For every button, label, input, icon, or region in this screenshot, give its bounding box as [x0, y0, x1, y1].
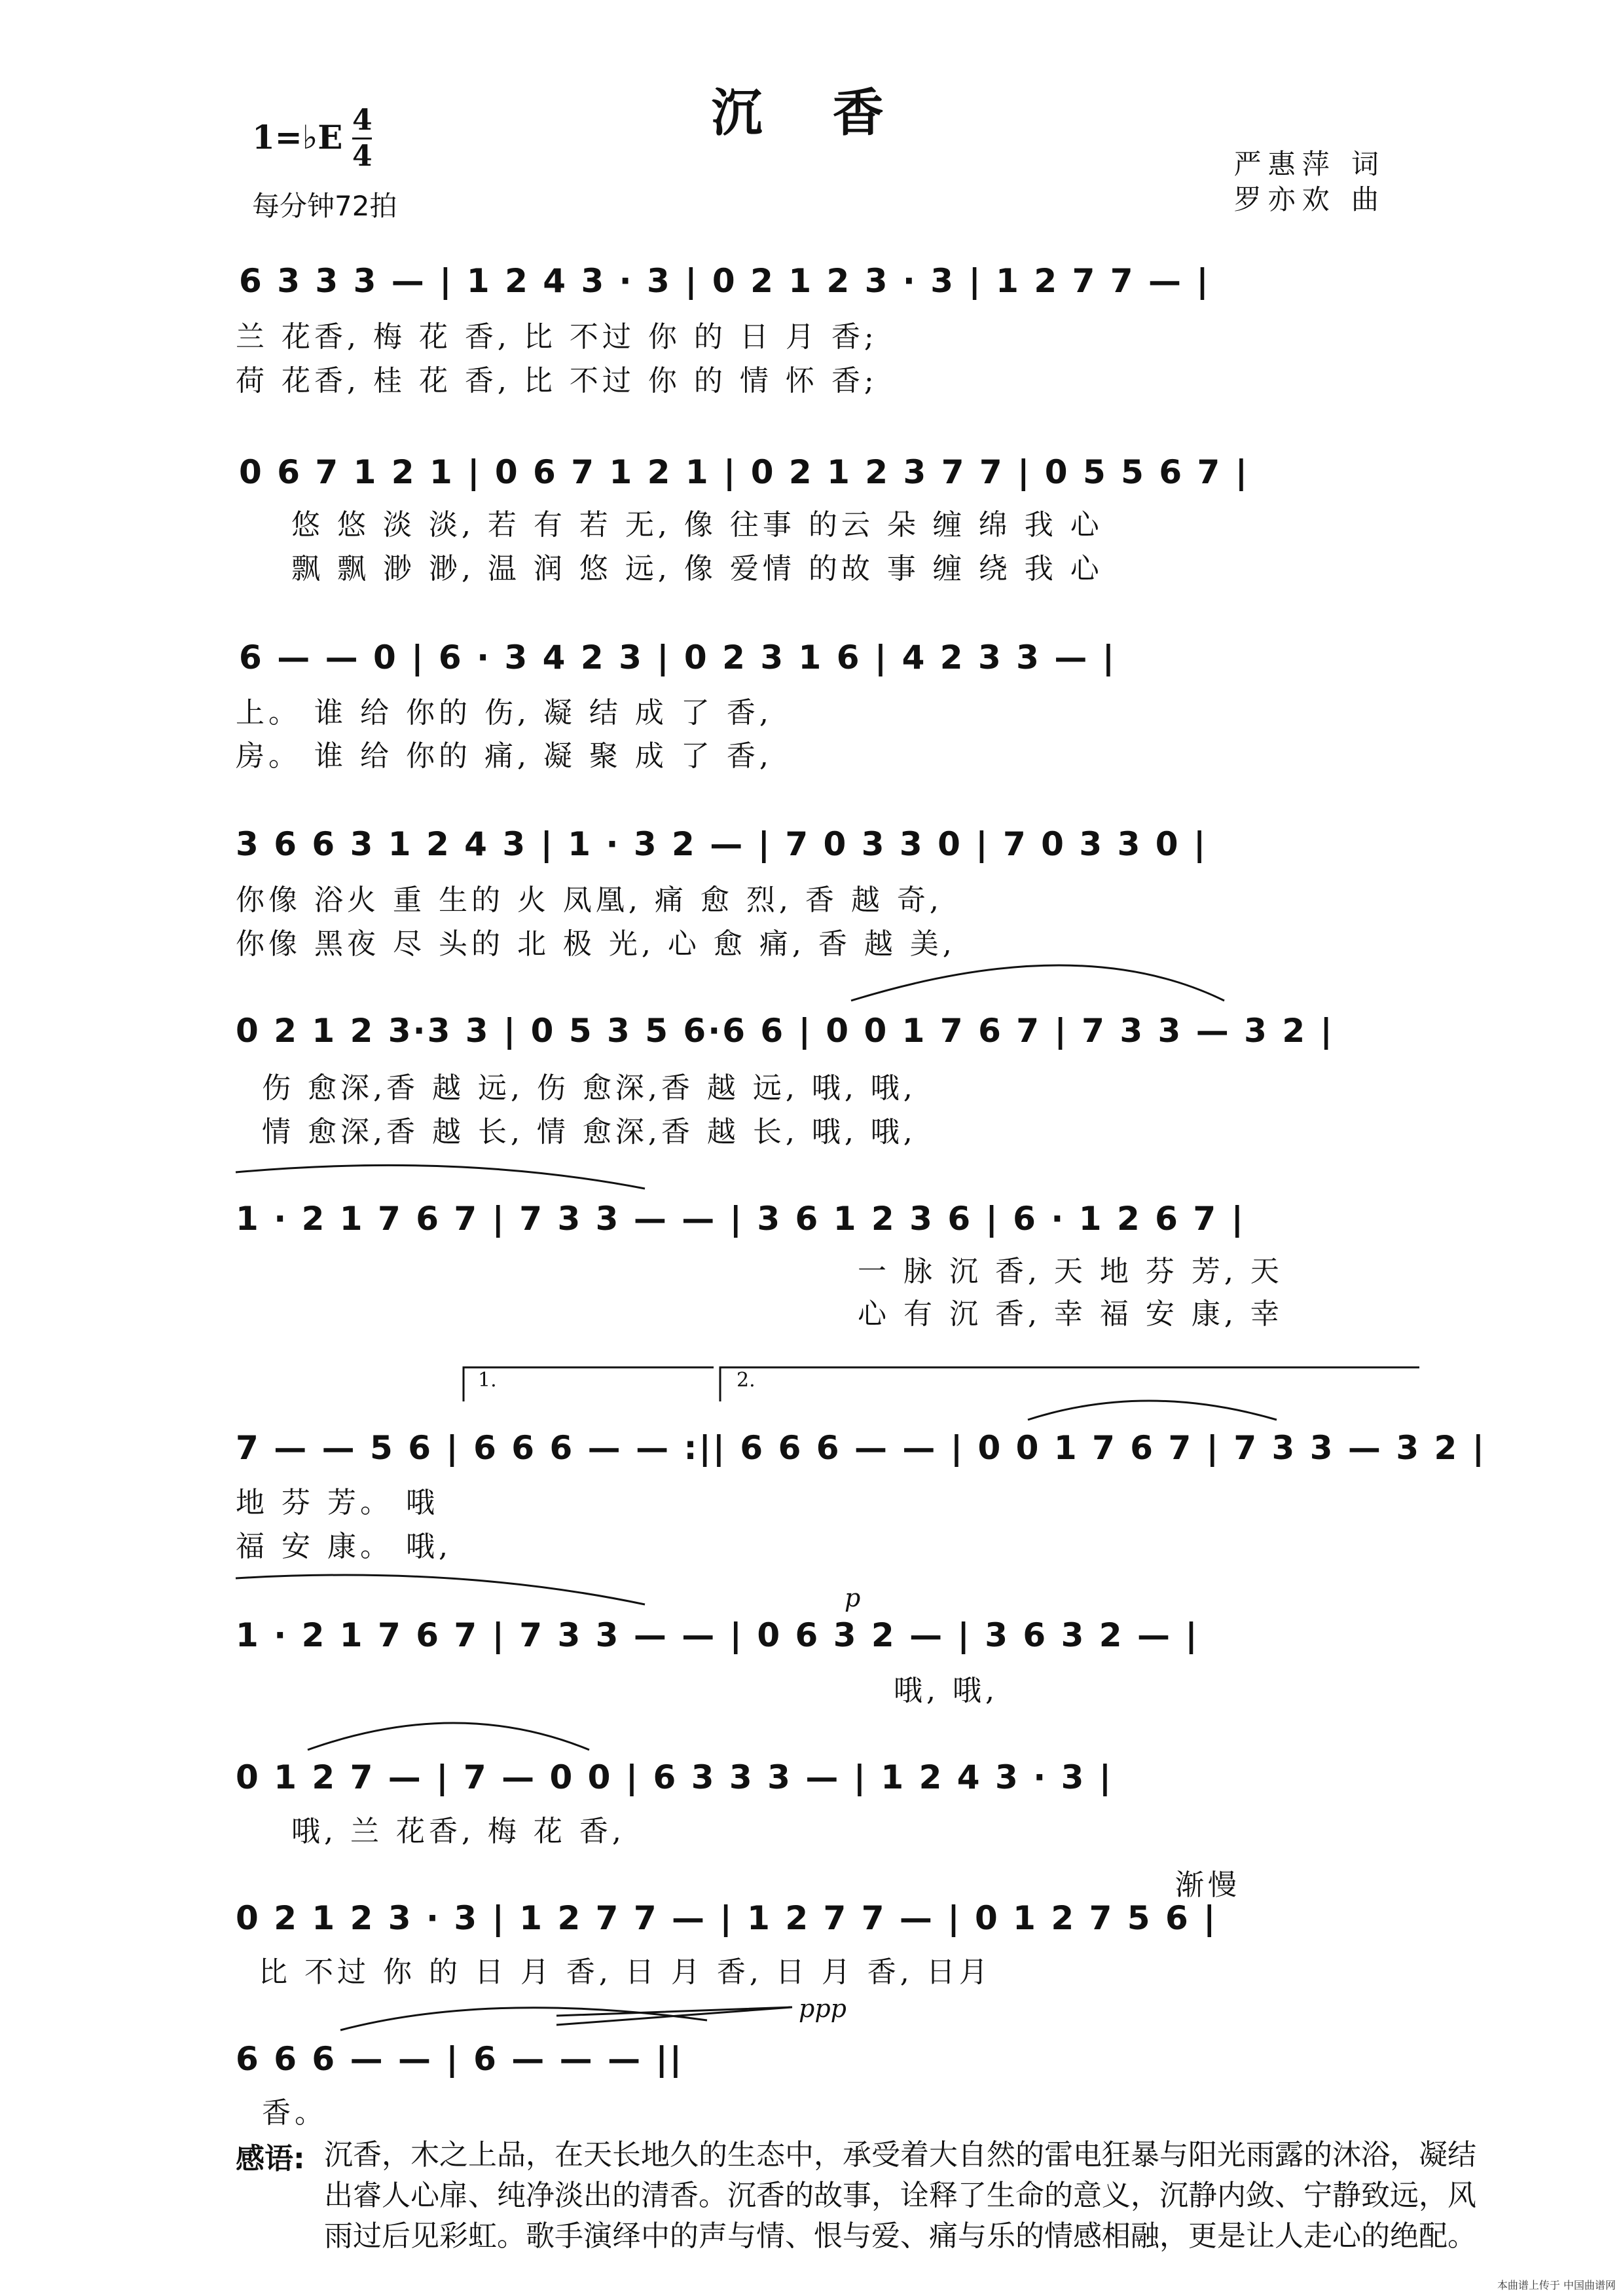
- lyric-row-4-verse-2: 你像 黑夜 尽 头的 北 极 光, 心 愈 痛, 香 越 美,: [236, 927, 956, 961]
- lyricist-credit: 严惠萍 词: [1233, 148, 1385, 180]
- time-signature: [352, 103, 373, 174]
- lyric-row-2-verse-1: 悠 悠 淡 淡, 若 有 若 无, 像 往事 的云 朵 缠 绵 我 心: [291, 508, 1103, 542]
- lyric-row-6-verse-1: 一 脉 沉 香, 天 地 芬 芳, 天: [858, 1255, 1283, 1288]
- tempo-marking: 每分钟72拍: [252, 190, 397, 222]
- volta-2-label: 2.: [737, 1369, 756, 1392]
- notation-row-1: 6 3 3 3 — | 1 2 4 3 · 3 | 0 2 1 2 3 · 3 | 1 2 7 7 — |: [239, 262, 1211, 300]
- notation-row-4: 3 6 6 3 1 2 4 3 | 1 · 3 2 — | 7 0 3 3 0 | 7 0 3 3 0 |: [236, 825, 1208, 863]
- volta-2-bracket: [720, 1367, 1419, 1401]
- lyric-row-1-verse-2: 荷 花香, 桂 花 香, 比 不过 你 的 情 怀 香;: [236, 364, 878, 398]
- lyric-row-9-verse-1: 哦, 兰 花香, 梅 花 香,: [291, 1815, 625, 1848]
- lyric-row-6-verse-2: 心 有 沉 香, 幸 福 安 康, 幸: [858, 1297, 1283, 1331]
- key-signature: 1=♭E: [252, 118, 343, 157]
- volta-1-label: 1.: [478, 1369, 497, 1392]
- notation-row-6: 1 · 2 1 7 6 7 | 7 3 3 — — | 3 6 1 2 3 6 | 6 · 1 2 6 7 |: [236, 1200, 1245, 1238]
- lyric-row-11-verse-1: 香。: [262, 2096, 327, 2130]
- composer-credit: 罗亦欢 曲: [1233, 183, 1385, 215]
- notation-row-10: 0 2 1 2 3 · 3 | 1 2 7 7 — | 1 2 7 7 — | 0 1 2 7 5 6 |: [236, 1899, 1218, 1937]
- notation-row-11: 6 6 6 — — | 6 — — — ||: [236, 2040, 684, 2078]
- notation-row-3: 6 — — 0 | 6 · 3 4 2 3 | 0 2 3 1 6 | 4 2 3 3 — |: [239, 639, 1117, 676]
- footer-credit: 本曲谱上传于 中国曲谱网: [1497, 2279, 1616, 2291]
- slur-row-5: [851, 965, 1224, 1001]
- notation-row-7: 7 — — 5 6 | 6 6 6 — — :|| 6 6 6 — — | 0 0 1 7 6 7 | 7 3 3 — 3 2 |: [236, 1429, 1486, 1467]
- dynamic-piano: p: [845, 1583, 861, 1612]
- lyric-row-7-verse-1: 地 芬 芳。 哦: [236, 1486, 439, 1519]
- lyric-row-5-verse-1: 伤 愈深,香 越 远, 伤 愈深,香 越 远, 哦, 哦,: [262, 1071, 917, 1105]
- lyric-row-7-verse-2: 福 安 康。 哦,: [236, 1530, 452, 1563]
- time-signature-bottom: 4: [352, 139, 373, 173]
- notation-row-8: 1 · 2 1 7 6 7 | 7 3 3 — — | 0 6 3 2 — | 3 6 3 2 — |: [236, 1616, 1199, 1654]
- lyric-row-2-verse-2: 飘 飘 渺 渺, 温 润 悠 远, 像 爱情 的故 事 缠 绕 我 心: [291, 552, 1103, 585]
- slur-row-11: [340, 2008, 707, 2030]
- ritardando-marking: 渐慢: [1175, 1868, 1241, 1902]
- lyric-row-3-verse-2: 房。 谁 给 你的 痛, 凝 聚 成 了 香,: [236, 739, 773, 773]
- notation-row-9: 0 1 2 7 — | 7 — 0 0 | 6 3 3 3 — | 1 2 4 3 · 3 |: [236, 1758, 1114, 1796]
- volta-1-bracket: [464, 1367, 714, 1401]
- decrescendo-hairpin: [556, 2007, 792, 2025]
- slur-row-9: [308, 1723, 589, 1750]
- notation-row-5: 0 2 1 2 3·3 3 | 0 5 3 5 6·6 6 | 0 0 1 7 6 7 | 7 3 3 — 3 2 |: [236, 1012, 1334, 1050]
- notes-text: 沉香，木之上品，在天长地久的生态中，承受着大自然的雷电狂暴与阳光雨露的沐浴，凝结出睿人心扉、纯净淡出的清香。沉香的故事，诠释了生命的意义，沉静内敛、宁静致远，风雨过后见彩虹。歌手演绎中的声与情、恨与爱、痛与乐的情感相融，更是让人走心的绝配。: [324, 2138, 1476, 2253]
- lyric-row-8-verse-1: 哦, 哦,: [894, 1674, 998, 1707]
- song-title: 沉 香: [711, 83, 910, 143]
- slur-row-7: [1028, 1401, 1277, 1420]
- slur-row-8: [236, 1575, 645, 1604]
- time-signature-top: 4: [352, 103, 373, 137]
- lyric-row-5-verse-2: 情 愈深,香 越 长, 情 愈深,香 越 长, 哦, 哦,: [262, 1115, 917, 1149]
- lyric-row-3-verse-1: 上。 谁 给 你的 伤, 凝 结 成 了 香,: [236, 696, 773, 730]
- lyric-row-10-verse-1: 比 不过 你 的 日 月 香, 日 月 香, 日 月 香, 日月: [259, 1955, 992, 1989]
- lyric-row-1-verse-1: 兰 花香, 梅 花 香, 比 不过 你 的 日 月 香;: [236, 320, 878, 354]
- lyric-row-4-verse-1: 你像 浴火 重 生的 火 凤凰, 痛 愈 烈, 香 越 奇,: [236, 883, 943, 917]
- dynamic-pianississimo: ppp: [799, 1994, 847, 2023]
- slur-row-6: [236, 1165, 645, 1189]
- notation-row-2: 0 6 7 1 2 1 | 0 6 7 1 2 1 | 0 2 1 2 3 7 7 | 0 5 5 6 7 |: [239, 453, 1250, 491]
- notes-label: 感语:: [236, 2142, 305, 2176]
